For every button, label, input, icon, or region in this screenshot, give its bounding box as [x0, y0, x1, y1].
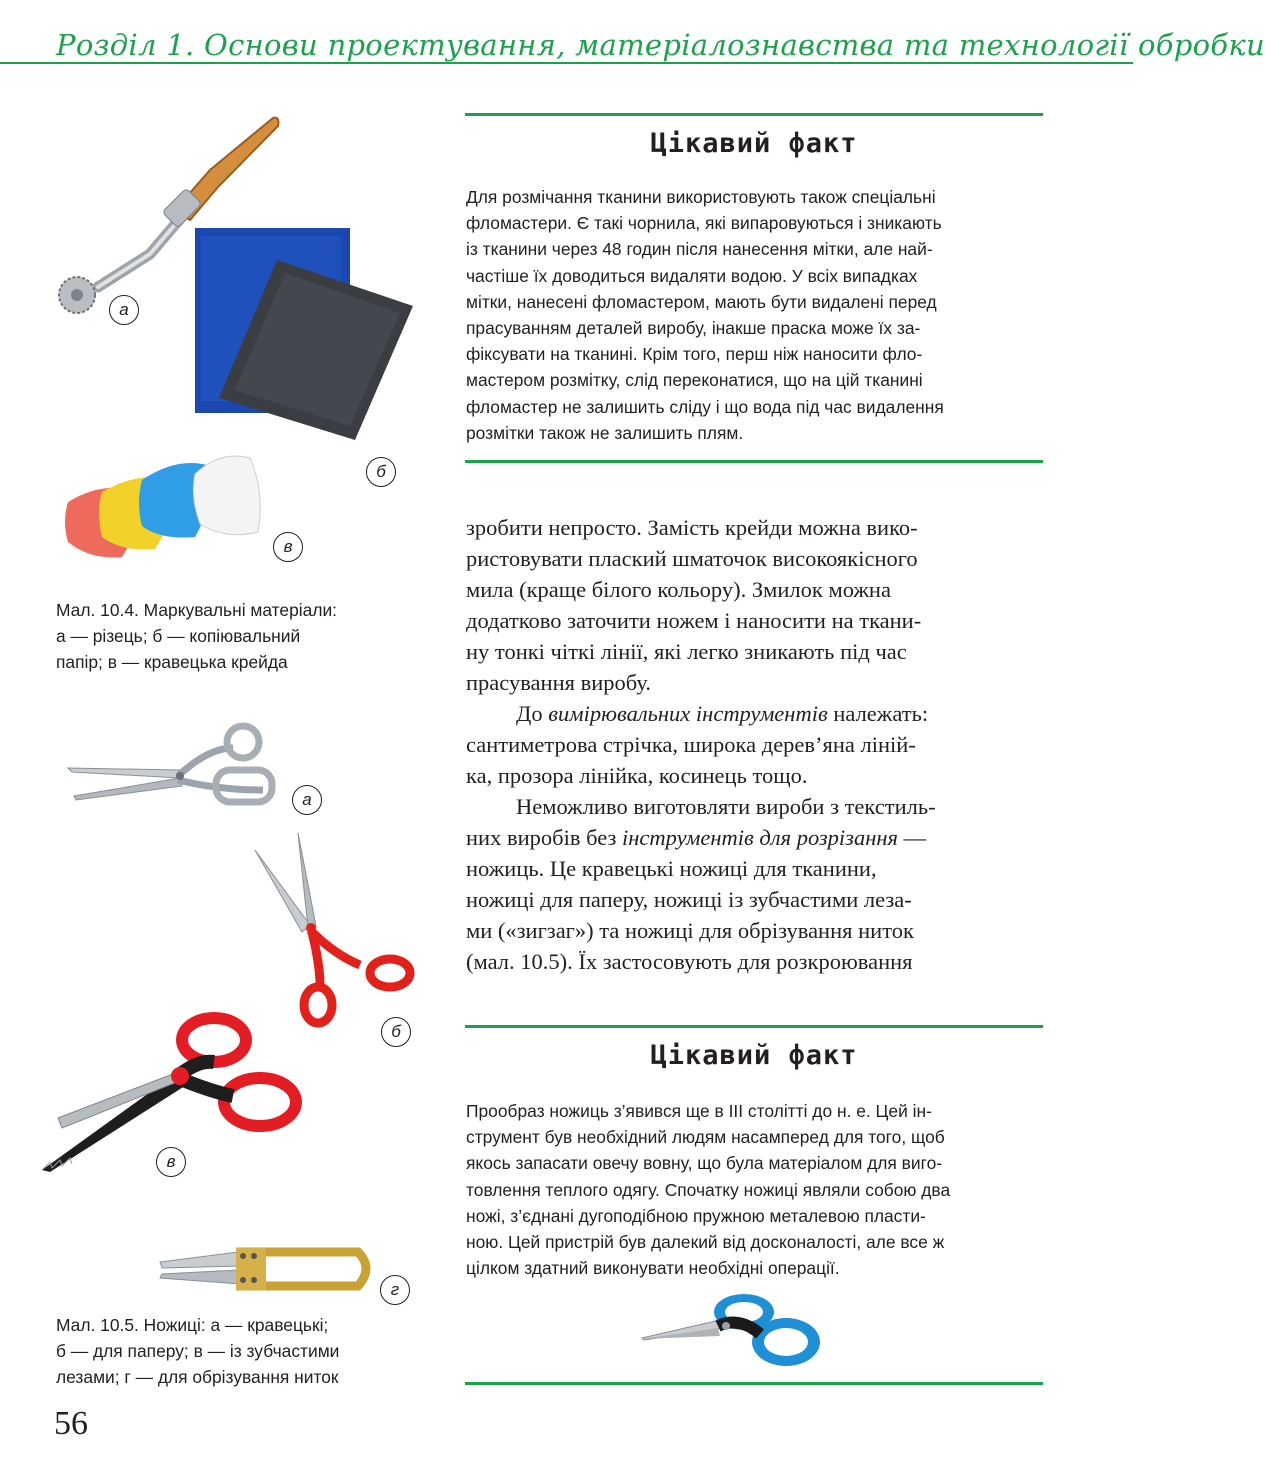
fact2-line: цілком здатний виконувати необхідні операції. — [466, 1258, 840, 1279]
caption-line: а — різець; б — копіювальний — [56, 626, 301, 646]
main-line: ристовувати плаский шматочок високоякісного — [466, 546, 918, 571]
fact2-text — [466, 1098, 1044, 1281]
figure-caption-10-5 — [56, 1312, 416, 1390]
figure-caption-10-4 — [56, 597, 416, 675]
caption-line: Мал. 10.4. Маркувальні матеріали: — [56, 600, 338, 620]
fact1-line: мастером розмітку, слід переконатися, що на цій тканині — [466, 370, 923, 391]
text-run: До — [516, 701, 549, 726]
fact2-line: ною. Цей пристрій був далекий від досконалості, але все ж — [466, 1232, 945, 1253]
main-line: мила (краще білого кольору). Змилок можна — [466, 577, 891, 602]
paper-scissors-image — [250, 830, 415, 1030]
main-line: ну тонкі чіткі лінії, які легко зникають під час — [466, 639, 907, 664]
tailors-chalk-image — [60, 452, 275, 564]
label-a-fig105: а — [292, 785, 322, 815]
label-b-fig105: б — [381, 1017, 411, 1047]
fact2-line: струмент був необхідний людям насамперед для того, щоб — [466, 1127, 945, 1148]
fact1-line: фломастери. Є такі чорнила, які випаровуються і зникають — [466, 213, 942, 234]
fact1-line: фіксувати на тканині. Крім того, перш ніж наносити фло- — [466, 344, 923, 365]
emphasis-term: інструментів для розрізання — [622, 825, 898, 850]
main-line: ножиць. Це кравецькі ножиці для тканини, — [466, 856, 877, 881]
label-g-fig105: г — [380, 1275, 410, 1305]
fact2-bottom-rule — [465, 1382, 1043, 1385]
fact1-line: частіше їх доводиться видаляти водою. У всіх випадках — [466, 265, 918, 286]
caption-line: Мал. 10.5. Ножиці: а — кравецькі; — [56, 1315, 329, 1335]
fact1-line: мітки, нанесені фломастером, мають бути видалені перед — [466, 291, 937, 312]
fact2-title: Цікавий факт — [650, 1040, 858, 1071]
tailors-scissors-image — [68, 718, 280, 806]
main-line — [466, 822, 1044, 853]
text-run: — — [898, 825, 927, 850]
caption-line: б — для паперу; в — із зубчастими — [56, 1341, 340, 1361]
main-line: ножиці для паперу, ножиці із зубчастими леза- — [466, 887, 912, 912]
fact1-line: прасуванням деталей виробу, інакше праска може їх за- — [466, 318, 921, 339]
chapter-header: Розділ 1. Основи проектування, матеріалознавства та технології обробки — [56, 28, 1265, 62]
main-text — [466, 512, 1044, 977]
copy-paper-image — [195, 228, 415, 443]
text-run: належать: — [827, 701, 929, 726]
fact2-line: ножі, з’єднані дугоподібною пружною металевою пласти- — [466, 1205, 926, 1226]
label-b-fig104: б — [366, 457, 396, 487]
fact1-top-rule — [465, 113, 1043, 116]
blue-scissors-image — [640, 1290, 825, 1370]
fact2-line: товлення теплого одягу. Спочатку ножиці являли собою два — [466, 1179, 951, 1200]
fact1-line: із тканини через 48 годин після нанесення мітки, але най- — [466, 239, 933, 260]
fact1-text — [466, 184, 1044, 446]
fact1-bottom-rule — [465, 460, 1043, 463]
fact1-line: розмітки також не залишить плям. — [466, 422, 744, 443]
page-number: 56 — [54, 1405, 88, 1442]
label-v-fig104: в — [273, 532, 303, 562]
main-line: зробити непросто. Замість крейди можна вико- — [466, 515, 918, 540]
main-line: Неможливо виготовляти вироби з текстиль- — [516, 794, 936, 819]
fact1-line: фломастер не залишить сліду і що вода під час видалення — [466, 396, 944, 417]
emphasis-term: вимірювальних інструментів — [548, 701, 828, 726]
main-line: додатково заточити ножем і наносити на ткани- — [466, 608, 922, 633]
main-line: (мал. 10.5). Їх застосовують для розкроювання — [466, 949, 913, 974]
label-a-fig104: а — [109, 295, 139, 325]
fact2-line: якось запасати овечу вовну, що була матеріалом для виго- — [466, 1153, 943, 1174]
fact1-title: Цікавий факт — [650, 128, 858, 159]
fact2-line: Прообраз ножиць з’явився ще в III столітті до н. е. Цей ін- — [466, 1101, 932, 1121]
caption-line: лезами; г — для обрізування ниток — [56, 1367, 339, 1387]
main-line — [466, 698, 1044, 729]
fact2-top-rule — [465, 1025, 1043, 1028]
header-rule — [0, 62, 1133, 64]
label-v-fig105: в — [156, 1147, 186, 1177]
text-run: них виробів без — [466, 825, 622, 850]
thread-snips-image — [158, 1240, 378, 1298]
main-line: ка, прозора лінійка, косинець тощо. — [466, 763, 808, 788]
main-line: прасування виробу. — [466, 670, 651, 695]
fact1-line: Для розмічання тканини використовують також спеціальні — [466, 187, 936, 207]
main-line: сантиметрова стрічка, широка дерев’яна лінiй- — [466, 732, 916, 757]
main-line: ми («зигзаг») та ножиці для обрізування ниток — [466, 918, 914, 943]
caption-line: папір; в — кравецька крейда — [56, 652, 288, 672]
